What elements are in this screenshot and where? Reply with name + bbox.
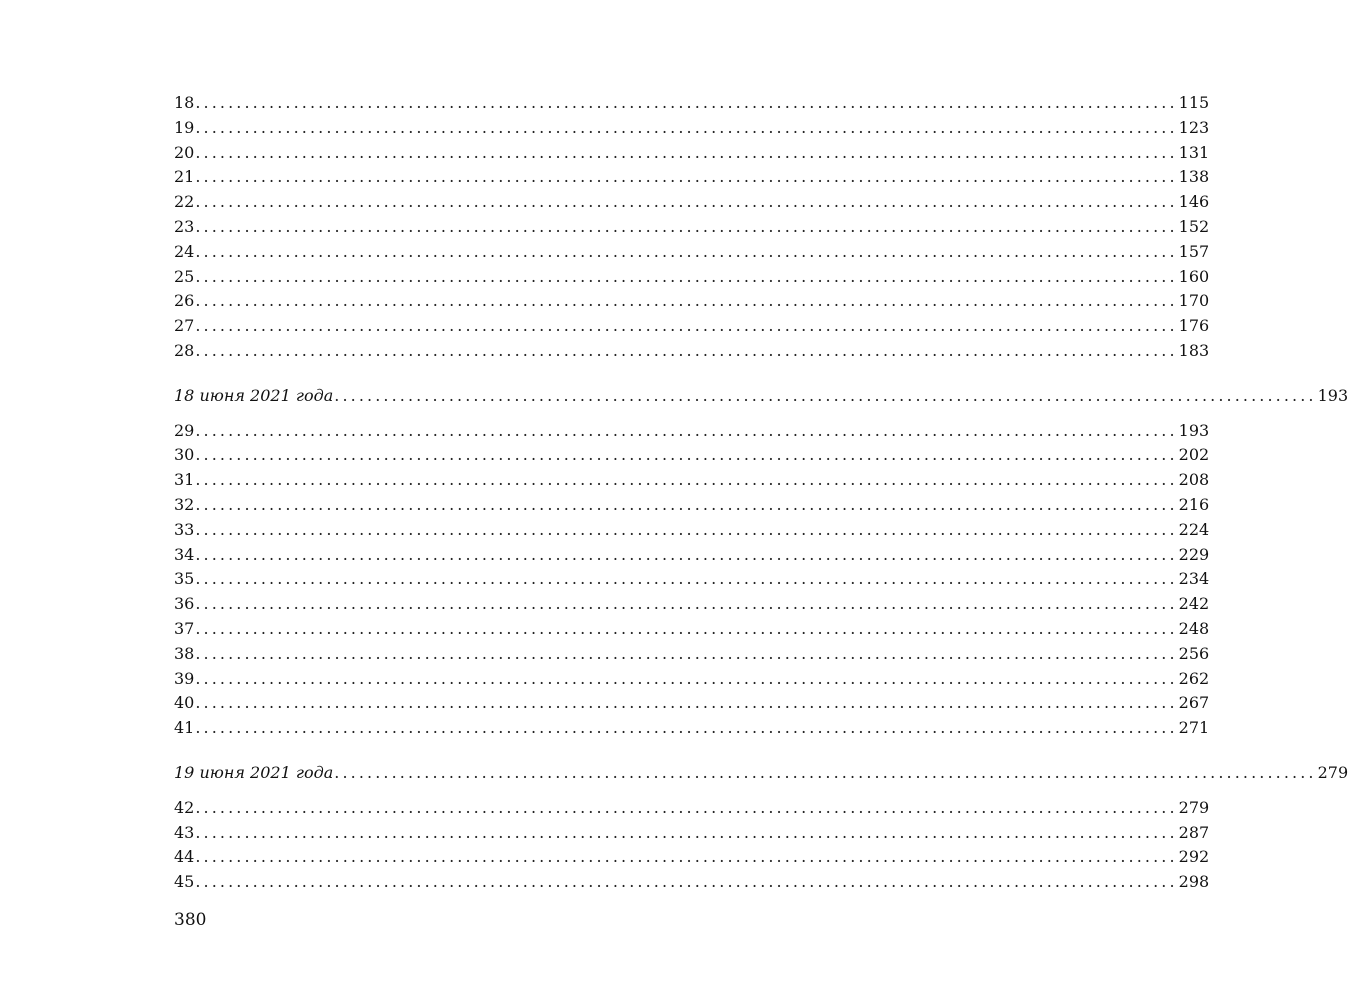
toc-entry[interactable] (174, 796, 1210, 821)
toc-entry[interactable] (174, 716, 1210, 741)
chapter-number: 43 (174, 822, 195, 842)
toc-entry[interactable] (174, 339, 1210, 364)
toc-entry[interactable] (174, 493, 1210, 518)
toc-entry[interactable] (174, 821, 1210, 846)
chapter-page-number: 208 (1178, 470, 1210, 490)
dot-leader: ........................................................................................................................ (195, 420, 1178, 440)
toc-entry[interactable] (174, 419, 1210, 444)
toc-group (174, 419, 1210, 741)
toc-entry[interactable] (174, 190, 1210, 215)
dot-leader: ........................................................................................................................ (195, 569, 1178, 589)
dot-leader: ........................................................................................................................ (195, 693, 1178, 713)
chapter-page-number: 160 (1178, 266, 1210, 286)
toc-entry[interactable] (174, 165, 1210, 190)
dot-leader: ........................................................................................................................ (195, 241, 1178, 261)
chapter-page-number: 152 (1178, 216, 1210, 236)
toc-entry[interactable] (174, 289, 1210, 314)
dot-leader: ........................................................................................................................ (195, 340, 1178, 360)
chapter-page-number: 229 (1178, 544, 1210, 564)
chapter-page-number: 271 (1178, 718, 1210, 738)
toc-entry[interactable] (174, 567, 1210, 592)
chapter-number: 36 (174, 594, 195, 614)
section-page-number: 279 (1317, 762, 1348, 782)
toc-entry[interactable] (174, 667, 1210, 692)
toc-entry[interactable] (174, 691, 1210, 716)
chapter-number: 41 (174, 718, 195, 738)
toc-section-heading[interactable] (174, 384, 1348, 409)
chapter-page-number: 256 (1178, 643, 1210, 663)
dot-leader: ........................................................................................................................ (195, 668, 1178, 688)
toc-entry[interactable] (174, 642, 1210, 667)
chapter-page-number: 279 (1178, 797, 1210, 817)
chapter-number: 39 (174, 668, 195, 688)
chapter-number: 22 (174, 192, 195, 212)
toc-group (174, 91, 1210, 364)
chapter-page-number: 298 (1178, 872, 1210, 892)
dot-leader: ........................................................................................................................ (195, 216, 1178, 236)
toc-entry[interactable] (174, 518, 1210, 543)
dot-leader: ........................................................................................................................ (195, 718, 1178, 738)
dot-leader: ........................................................................................................................ (195, 872, 1178, 892)
toc-entry[interactable] (174, 870, 1210, 895)
chapter-number: 42 (174, 797, 195, 817)
page-number: 380 (174, 910, 207, 930)
chapter-number: 33 (174, 519, 195, 539)
chapter-number: 37 (174, 618, 195, 638)
chapter-page-number: 176 (1178, 316, 1210, 336)
chapter-page-number: 248 (1178, 618, 1210, 638)
chapter-page-number: 146 (1178, 192, 1210, 212)
chapter-page-number: 224 (1178, 519, 1210, 539)
dot-leader: ........................................................................................................................ (195, 822, 1178, 842)
chapter-number: 27 (174, 316, 195, 336)
chapter-page-number: 202 (1178, 445, 1210, 465)
chapter-number: 40 (174, 693, 195, 713)
toc-entry[interactable] (174, 314, 1210, 339)
dot-leader: ........................................................................................................................ (195, 618, 1178, 638)
toc-entry[interactable] (174, 592, 1210, 617)
chapter-number: 35 (174, 569, 195, 589)
toc-entry[interactable] (174, 617, 1210, 642)
toc-entry[interactable] (174, 141, 1210, 166)
chapter-number: 45 (174, 872, 195, 892)
dot-leader: ........................................................................................................................ (195, 142, 1178, 162)
chapter-page-number: 115 (1178, 93, 1210, 112)
chapter-number: 28 (174, 340, 195, 360)
chapter-number: 21 (174, 167, 195, 187)
dot-leader: ........................................................................................................................ (195, 519, 1178, 539)
toc-entry[interactable] (174, 443, 1210, 468)
chapter-page-number: 242 (1178, 594, 1210, 614)
table-of-contents (174, 91, 1348, 895)
dot-leader: ........................................................................................................................ (195, 643, 1178, 663)
chapter-number: 30 (174, 445, 195, 465)
dot-leader: ........................................................................................................................ (195, 544, 1178, 564)
chapter-page-number: 216 (1178, 494, 1210, 514)
toc-entry[interactable] (174, 215, 1210, 240)
toc-entry[interactable] (174, 265, 1210, 290)
toc-entry[interactable] (174, 845, 1210, 870)
dot-leader: ........................................................................................................................ (195, 797, 1178, 817)
chapter-number: 38 (174, 643, 195, 663)
dot-leader: ........................................................................................................................ (195, 167, 1178, 187)
chapter-page-number: 170 (1178, 291, 1210, 311)
toc-entry[interactable] (174, 468, 1210, 493)
dot-leader: ........................................................................................................................ (195, 594, 1178, 614)
chapter-number: 31 (174, 470, 195, 490)
dot-leader: ........................................................................................................................ (195, 494, 1178, 514)
toc-section-heading[interactable] (174, 761, 1348, 786)
dot-leader: ........................................................................................................................ (195, 93, 1178, 112)
chapter-page-number: 157 (1178, 241, 1210, 261)
chapter-number: 18 (174, 93, 195, 112)
chapter-number: 34 (174, 544, 195, 564)
dot-leader: ........................................................................................................................ (334, 385, 1317, 405)
chapter-number: 20 (174, 142, 195, 162)
dot-leader: ........................................................................................................................ (334, 762, 1317, 782)
dot-leader: ........................................................................................................................ (195, 291, 1178, 311)
section-title: 18 июня 2021 года (174, 385, 334, 405)
chapter-number: 29 (174, 420, 195, 440)
chapter-number: 23 (174, 216, 195, 236)
section-title: 19 июня 2021 года (174, 762, 334, 782)
toc-entry[interactable] (174, 240, 1210, 265)
dot-leader: ........................................................................................................................ (195, 445, 1178, 465)
chapter-page-number: 193 (1178, 420, 1210, 440)
dot-leader: ........................................................................................................................ (195, 470, 1178, 490)
chapter-page-number: 131 (1178, 142, 1210, 162)
chapter-number: 25 (174, 266, 195, 286)
toc-entry[interactable] (174, 91, 1210, 116)
section-page-number: 193 (1317, 385, 1348, 405)
chapter-number: 26 (174, 291, 195, 311)
chapter-page-number: 183 (1178, 340, 1210, 360)
chapter-page-number: 123 (1178, 117, 1210, 137)
chapter-page-number: 138 (1178, 167, 1210, 187)
toc-entry[interactable] (174, 116, 1210, 141)
chapter-page-number: 234 (1178, 569, 1210, 589)
chapter-page-number: 262 (1178, 668, 1210, 688)
dot-leader: ........................................................................................................................ (195, 192, 1178, 212)
dot-leader: ........................................................................................................................ (195, 847, 1178, 867)
chapter-number: 32 (174, 494, 195, 514)
toc-entry[interactable] (174, 543, 1210, 568)
chapter-page-number: 267 (1178, 693, 1210, 713)
chapter-number: 24 (174, 241, 195, 261)
dot-leader: ........................................................................................................................ (195, 266, 1178, 286)
chapter-page-number: 287 (1178, 822, 1210, 842)
dot-leader: ........................................................................................................................ (195, 316, 1178, 336)
toc-group (174, 796, 1210, 895)
chapter-page-number: 292 (1178, 847, 1210, 867)
chapter-number: 19 (174, 117, 195, 137)
dot-leader: ........................................................................................................................ (195, 117, 1178, 137)
chapter-number: 44 (174, 847, 195, 867)
